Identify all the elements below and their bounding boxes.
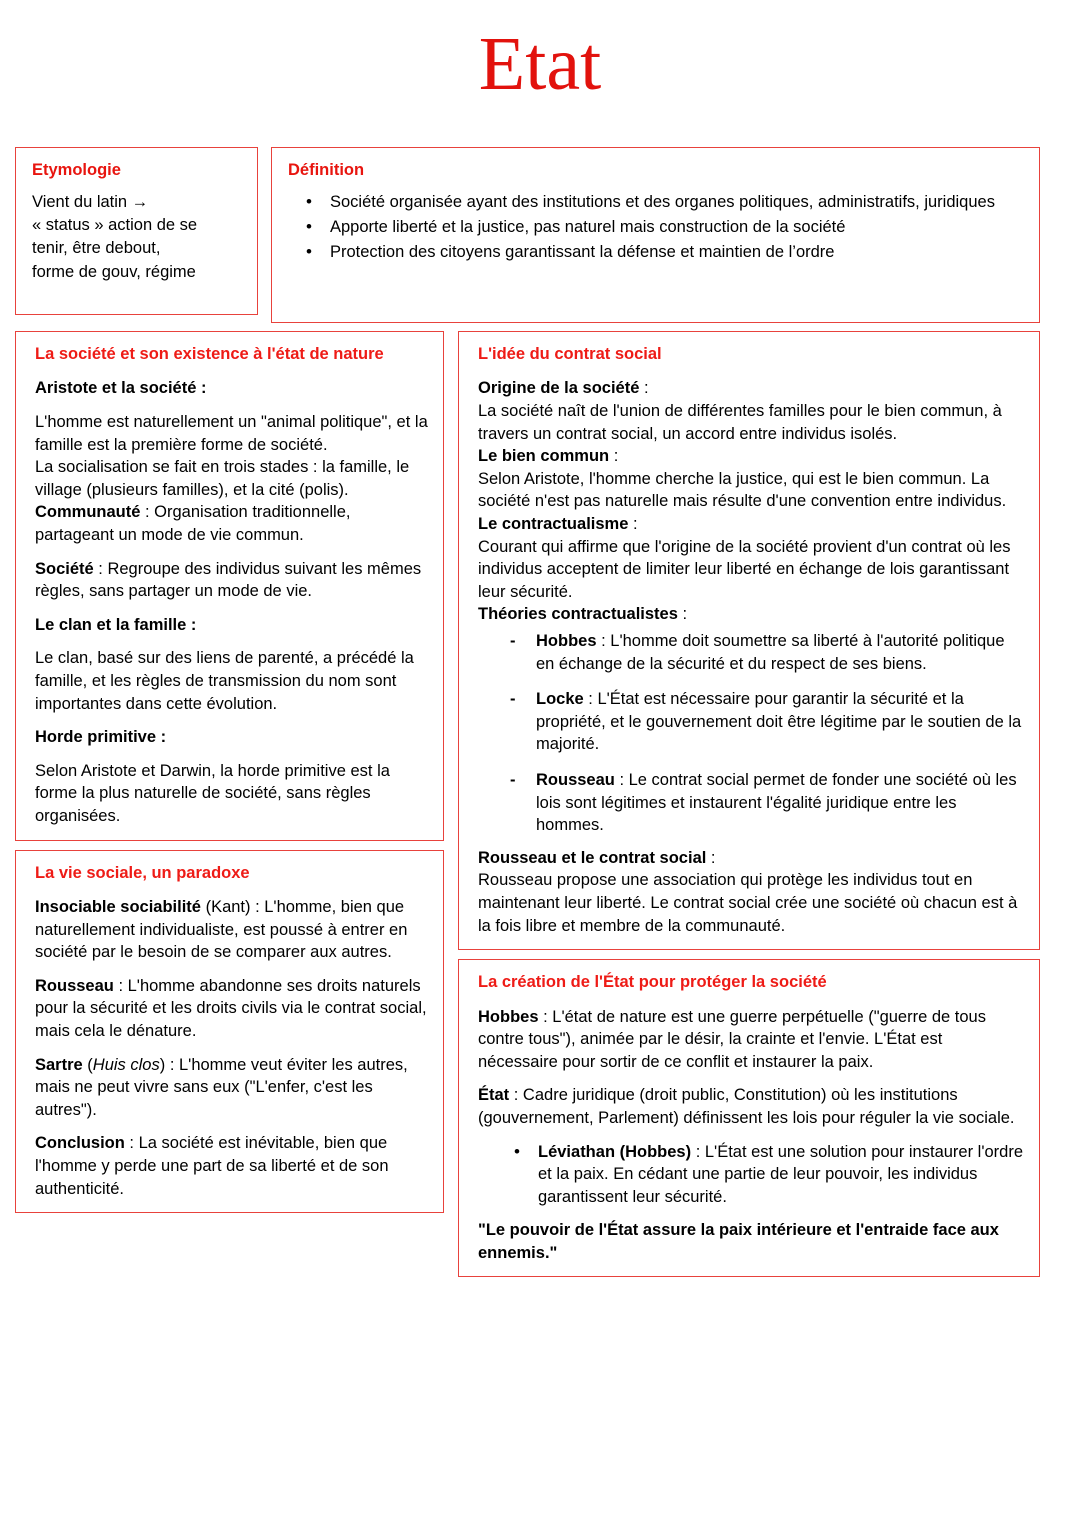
term-leviathan-text: : L'État est une solution pour instaurer l'ordre et la paix. En cédant une partie de leur pouvoir, les individus garantissent leur sécurité.	[538, 1142, 1024, 1206]
subheading-text: Aristote et la société :	[35, 379, 207, 398]
definition-bullet-list	[288, 191, 1025, 265]
list-item: • Société organisée ayant des institutions et des organes politiques, administratifs, juridiques	[330, 191, 1025, 214]
subheading-contractualisme	[478, 513, 1024, 536]
panel-heading: L'idée du contrat social	[478, 345, 662, 363]
paragraph-societe	[35, 558, 428, 603]
paragraph-clan: Le clan, basé sur des liens de parenté, a précédé la famille, et les règles de transmission du nom sont importantes dans cette évolution.	[35, 649, 414, 713]
theory-text: : L'État est nécessaire pour garantir la sécurité et la propriété, et le gouvernement doit être légitime par le soutien de la majorité.	[536, 690, 1022, 754]
subheading-rousseau-contrat	[478, 847, 1024, 870]
colon: :	[706, 848, 716, 867]
term-kant-text: (Kant) : L'homme, bien que naturellement individualiste, est poussé à entrer en société par le besoin de se comparer aux autres.	[35, 897, 408, 962]
subheading-theories	[478, 603, 1024, 626]
paragraph-bien-commun: Selon Aristote, l'homme cherche la justice, qui est le bien commun. La société n'est pas naturelle mais résulte d'une convention entre individus.	[478, 469, 1007, 511]
paragraph-origine: La société naît de l'union de différentes familles pour le bien commun, à travers un contrat social, un accord entre individus isolés.	[478, 402, 1002, 443]
term-etat-text: : Cadre juridique (droit public, Constitution) où les institutions (gouvernement, Parlement) définissent les lois pour réguler la vie sociale.	[478, 1086, 1015, 1127]
term-etat: État	[478, 1086, 510, 1105]
term-hobbes-text: : L'état de nature est une guerre perpétuelle ("guerre de tous contre tous"), animée par le désir, la crainte et l'envie. L'État est nécessaire pour sortir de ce conflit et instaurer la paix.	[478, 1007, 986, 1071]
colon: :	[677, 605, 688, 624]
etymologie-line-2: « status » action de se	[32, 216, 198, 235]
panel-heading: La vie sociale, un paradoxe	[35, 863, 250, 882]
term-conclusion-text: : La société est inévitable, bien que l'homme y perde une part de sa liberté et de son authenticité.	[35, 1134, 389, 1198]
paragraph-sartre	[35, 1054, 428, 1122]
term-theories-contractualistes: Théories contractualistes	[478, 605, 678, 624]
closing-quote: "Le pouvoir de l'État assure la paix intérieure et l'entraide face aux ennemis."	[478, 1221, 999, 1262]
left-column	[15, 331, 444, 1213]
paragraph-aristote-1: L'homme est naturellement un "animal politique", et la famille est la première forme de société.	[35, 413, 428, 454]
theory-name-rousseau: Rousseau	[536, 770, 615, 789]
theory-name-locke: Locke	[536, 690, 584, 709]
page-title: Etat	[478, 22, 602, 106]
term-bien-commun: Le bien commun	[478, 447, 610, 466]
etymologie-line-1: Vient du latin →	[32, 192, 149, 211]
panel-vie-sociale	[15, 850, 444, 1214]
paragraph-conclusion	[35, 1132, 428, 1200]
panel-creation-etat	[458, 959, 1040, 1277]
term-leviathan: Léviathan (Hobbes)	[538, 1142, 692, 1161]
term-rousseau: Rousseau	[35, 976, 114, 995]
etymologie-lines	[32, 191, 243, 285]
term-communaute: Communauté	[35, 503, 141, 522]
paragraph-rousseau-contrat: Rousseau propose une association qui protège les individus tout en maintenant leur liberté. Le contrat social crée une société où chacun est à la fois libre et membre de la communauté.	[478, 871, 1018, 935]
subheading-origine	[478, 377, 1024, 400]
panel-heading: La création de l'État pour protéger la société	[478, 973, 827, 992]
term-rousseau-text: : L'homme abandonne ses droits naturels pour la sécurité et les droits civils via le contrat social, mais cela le dénature.	[35, 976, 427, 1040]
colon: :	[639, 379, 649, 398]
etymologie-line-3: tenir, être debout,	[32, 239, 161, 258]
paragraph-kant	[35, 896, 428, 964]
term-societe: Société	[35, 559, 94, 578]
subheading-horde	[35, 726, 428, 749]
subheading-clan	[35, 614, 428, 637]
paragraph-contractualisme: Courant qui affirme que l'origine de la société provient d'un contrat où les individus acceptent de limiter leur liberté en échange de lois garantissant leur sécurité.	[478, 537, 1011, 601]
term-hobbes: Hobbes	[478, 1007, 539, 1026]
main-columns	[15, 331, 1040, 1277]
list-item	[536, 630, 1024, 675]
term-conclusion: Conclusion	[35, 1134, 125, 1153]
subheading-bien-commun	[478, 445, 1024, 468]
term-sartre: Sartre	[35, 1055, 83, 1074]
paragraph-communaute	[35, 501, 428, 546]
term-insociable-sociabilite: Insociable sociabilité	[35, 897, 201, 916]
subheading-aristote	[35, 377, 428, 400]
term-communaute-text: : Organisation traditionnelle, partageant un mode de vie commun.	[35, 503, 351, 544]
term-societe-text: : Regroupe des individus suivant les mêmes règles, sans partager un mode de vie.	[35, 559, 422, 601]
theory-name-hobbes: Hobbes	[536, 631, 597, 650]
panel-societe-nature	[15, 331, 444, 841]
etymologie-box	[15, 147, 258, 315]
work-title-huis-clos: Huis clos	[92, 1055, 160, 1074]
right-column	[458, 331, 1040, 1277]
list-item	[536, 769, 1024, 837]
subheading-text: Le clan et la famille :	[35, 615, 197, 634]
etymologie-heading: Etymologie	[32, 161, 121, 179]
paragraph-etat	[478, 1084, 1024, 1129]
etymologie-line-4: forme de gouv, régime	[32, 262, 196, 281]
leviathan-list	[478, 1141, 1024, 1209]
list-item: • Apporte liberté et la justice, pas naturel mais construction de la société	[330, 216, 1025, 239]
panel-heading: La société et son existence à l'état de nature	[35, 345, 384, 363]
term-rousseau-contrat-social: Rousseau et le contrat social	[478, 848, 707, 867]
list-item	[536, 688, 1024, 756]
sartre-paren-open: (	[82, 1055, 93, 1074]
theories-list	[478, 630, 1024, 837]
definition-box	[271, 147, 1040, 323]
theory-text: : L'homme doit soumettre sa liberté à l'autorité politique en échange de la sécurité et du respect de ses biens.	[536, 631, 1005, 673]
colon: :	[609, 447, 619, 466]
paragraph-hobbes	[478, 1006, 1024, 1074]
panel-contrat-social	[458, 331, 1040, 950]
paragraph-rousseau	[35, 975, 428, 1043]
paragraph-horde: Selon Aristote et Darwin, la horde primitive est la forme la plus naturelle de société, sans règles organisées.	[35, 761, 390, 825]
term-sartre-text: : L'homme veut éviter les autres, mais ne peut vivre sans eux ("L'enfer, c'est les autres").	[35, 1055, 408, 1119]
sartre-paren-close: )	[159, 1055, 166, 1074]
list-item: • Protection des citoyens garantissant la défense et maintien de l’ordre	[330, 241, 1025, 264]
term-contractualisme: Le contractualisme	[478, 515, 629, 533]
top-row	[15, 147, 1040, 323]
list-item	[538, 1141, 1024, 1209]
definition-heading: Définition	[288, 161, 365, 179]
colon: :	[628, 515, 638, 533]
theory-text: : Le contrat social permet de fonder une société où les lois sont légitimes et instaurent l'égalité juridique entre les hommes.	[536, 770, 1017, 835]
term-origine-societe: Origine de la société	[478, 379, 640, 398]
paragraph-aristote-2: La socialisation se fait en trois stades : la famille, le village (plusieurs familles), et la cité (polis).	[35, 458, 410, 499]
subheading-text: Horde primitive :	[35, 728, 167, 747]
